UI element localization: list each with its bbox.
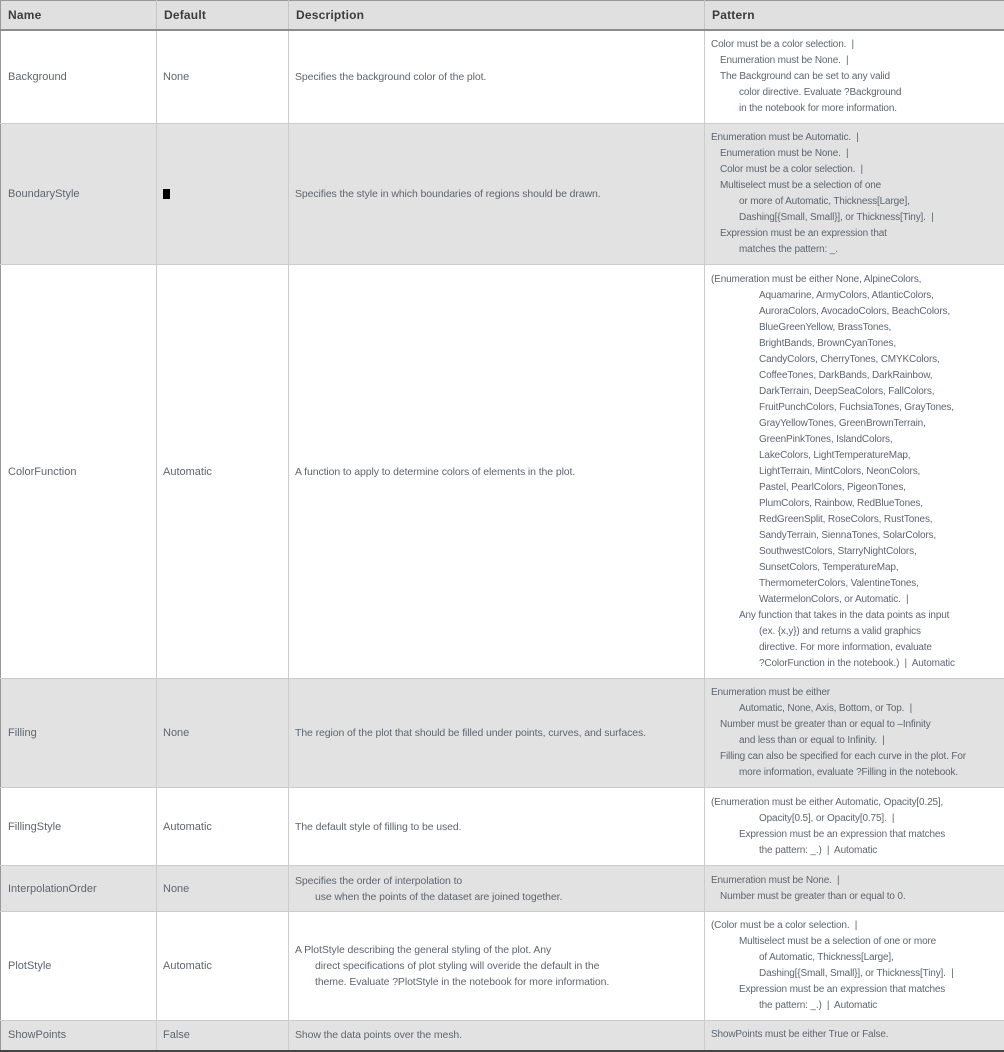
pattern-line: The Background can be set to any valid [711, 69, 998, 85]
header-row [1, 1, 1004, 31]
pattern-line: (Enumeration must be either Automatic, Opacity[0.25], [711, 795, 998, 811]
option-name-cell: BoundaryStyle [1, 124, 157, 265]
pattern-line: Multiselect must be a selection of one or more [711, 934, 998, 950]
option-description-cell [289, 912, 705, 1021]
pattern-line: in the notebook for more information. [711, 101, 998, 117]
option-description-cell [289, 1021, 705, 1051]
column-header-name: Name [1, 1, 157, 31]
pattern-line: FruitPunchColors, FuchsiaTones, GrayTones, [711, 400, 998, 416]
option-pattern-cell [705, 679, 1004, 788]
pattern-line: LakeColors, LightTemperatureMap, [711, 448, 998, 464]
pattern-line: Enumeration must be None. | [711, 146, 998, 162]
description-line: Specifies the style in which boundaries of regions should be drawn. [295, 186, 698, 202]
pattern-line: Expression must be an expression that [711, 226, 998, 242]
pattern-line: Pastel, PearlColors, PigeonTones, [711, 480, 998, 496]
pattern-line: Enumeration must be either [711, 685, 998, 701]
description-line: The region of the plot that should be filled under points, curves, and surfaces. [295, 725, 698, 741]
pattern-line: PlumColors, Rainbow, RedBlueTones, [711, 496, 998, 512]
pattern-line: Enumeration must be None. | [711, 53, 998, 69]
option-description-cell [289, 679, 705, 788]
description-line: Specifies the order of interpolation to [295, 873, 698, 889]
option-default-cell: None [157, 30, 289, 124]
pattern-line: BrightBands, BrownCyanTones, [711, 336, 998, 352]
option-description-cell [289, 866, 705, 912]
column-header-description: Description [289, 1, 705, 31]
option-name-cell: ColorFunction [1, 265, 157, 679]
pattern-line: Automatic, None, Axis, Bottom, or Top. | [711, 701, 998, 717]
pattern-line: SandyTerrain, SiennaTones, SolarColors, [711, 528, 998, 544]
option-default-cell: Automatic [157, 265, 289, 679]
pattern-line: Expression must be an expression that matches [711, 827, 998, 843]
option-default-cell [157, 124, 289, 265]
pattern-line: DarkTerrain, DeepSeaColors, FallColors, [711, 384, 998, 400]
description-line: Show the data points over the mesh. [295, 1027, 698, 1043]
description-line: direct specifications of plot styling will overide the default in the [295, 958, 698, 974]
option-name-cell: Filling [1, 679, 157, 788]
column-header-pattern: Pattern [705, 1, 1004, 31]
pattern-line: ThermometerColors, ValentineTones, [711, 576, 998, 592]
option-name-cell: ShowPoints [1, 1021, 157, 1051]
pattern-line: CoffeeTones, DarkBands, DarkRainbow, [711, 368, 998, 384]
table-row [1, 1021, 1004, 1051]
pattern-line: Dashing[{Small, Small}], or Thickness[Tiny]. | [711, 210, 998, 226]
table-row [1, 866, 1004, 912]
pattern-line: Dashing[{Small, Small}], or Thickness[Tiny]. | [711, 966, 998, 982]
pattern-line: Number must be greater than or equal to 0. [711, 889, 998, 905]
table-body [1, 30, 1004, 1051]
pattern-line: Enumeration must be Automatic. | [711, 130, 998, 146]
option-default-cell: Automatic [157, 912, 289, 1021]
description-line: The default style of filling to be used. [295, 819, 698, 835]
pattern-line: Opacity[0.5], or Opacity[0.75]. | [711, 811, 998, 827]
pattern-line: Enumeration must be None. | [711, 873, 998, 889]
option-pattern-cell [705, 912, 1004, 1021]
pattern-line: of Automatic, Thickness[Large], [711, 950, 998, 966]
pattern-line: color directive. Evaluate ?Background [711, 85, 998, 101]
pattern-line: LightTerrain, MintColors, NeonColors, [711, 464, 998, 480]
table-row [1, 124, 1004, 265]
option-default-cell: Automatic [157, 788, 289, 866]
pattern-line: directive. For more information, evaluate [711, 640, 998, 656]
pattern-line: ShowPoints must be either True or False. [711, 1027, 998, 1043]
pattern-line: ?ColorFunction in the notebook.) | Automatic [711, 656, 998, 672]
pattern-line: Filling can also be specified for each curve in the plot. For [711, 749, 998, 765]
pattern-line: GreenPinkTones, IslandColors, [711, 432, 998, 448]
pattern-line: SouthwestColors, StarryNightColors, [711, 544, 998, 560]
description-line: A PlotStyle describing the general styling of the plot. Any [295, 942, 698, 958]
option-pattern-cell [705, 1021, 1004, 1051]
pattern-line: Aquamarine, ArmyColors, AtlanticColors, [711, 288, 998, 304]
option-description-cell [289, 265, 705, 679]
option-default-cell: None [157, 679, 289, 788]
pattern-line: SunsetColors, TemperatureMap, [711, 560, 998, 576]
option-pattern-cell [705, 124, 1004, 265]
pattern-line: Multiselect must be a selection of one [711, 178, 998, 194]
pattern-line: and less than or equal to Infinity. | [711, 733, 998, 749]
description-line: use when the points of the dataset are joined together. [295, 889, 698, 905]
pattern-line: (Enumeration must be either None, AlpineColors, [711, 272, 998, 288]
pattern-line: RedGreenSplit, RoseColors, RustTones, [711, 512, 998, 528]
pattern-line: Color must be a color selection. | [711, 162, 998, 178]
option-pattern-cell [705, 265, 1004, 679]
table-row [1, 30, 1004, 124]
option-description-cell [289, 124, 705, 265]
pattern-line: AuroraColors, AvocadoColors, BeachColors, [711, 304, 998, 320]
pattern-line: Color must be a color selection. | [711, 37, 998, 53]
table-row [1, 788, 1004, 866]
pattern-line: Any function that takes in the data points as input [711, 608, 998, 624]
pattern-line: (ex. {x,y}) and returns a valid graphics [711, 624, 998, 640]
default-value-swatch [163, 189, 170, 199]
pattern-line: more information, evaluate ?Filling in the notebook. [711, 765, 998, 781]
pattern-line: or more of Automatic, Thickness[Large], [711, 194, 998, 210]
option-pattern-cell [705, 866, 1004, 912]
pattern-line: matches the pattern: _. [711, 242, 998, 258]
description-line: theme. Evaluate ?PlotStyle in the notebook for more information. [295, 974, 698, 990]
table-row [1, 912, 1004, 1021]
pattern-line: CandyColors, CherryTones, CMYKColors, [711, 352, 998, 368]
pattern-line: (Color must be a color selection. | [711, 918, 998, 934]
option-default-cell: False [157, 1021, 289, 1051]
pattern-line: WatermelonColors, or Automatic. | [711, 592, 998, 608]
pattern-line: BlueGreenYellow, BrassTones, [711, 320, 998, 336]
table-row [1, 679, 1004, 788]
option-name-cell: InterpolationOrder [1, 866, 157, 912]
option-name-cell: FillingStyle [1, 788, 157, 866]
option-pattern-cell [705, 788, 1004, 866]
pattern-line: the pattern: _.) | Automatic [711, 998, 998, 1014]
pattern-line: Expression must be an expression that matches [711, 982, 998, 998]
pattern-line: the pattern: _.) | Automatic [711, 843, 998, 859]
option-name-cell: Background [1, 30, 157, 124]
pattern-line: Number must be greater than or equal to –Infinity [711, 717, 998, 733]
option-description-cell [289, 788, 705, 866]
description-line: A function to apply to determine colors of elements in the plot. [295, 464, 698, 480]
description-line: Specifies the background color of the plot. [295, 69, 698, 85]
option-description-cell [289, 30, 705, 124]
column-header-default: Default [157, 1, 289, 31]
option-pattern-cell [705, 30, 1004, 124]
pattern-line: GrayYellowTones, GreenBrownTerrain, [711, 416, 998, 432]
table-header [1, 1, 1004, 31]
option-default-cell: None [157, 866, 289, 912]
option-name-cell: PlotStyle [1, 912, 157, 1021]
table-row [1, 265, 1004, 679]
